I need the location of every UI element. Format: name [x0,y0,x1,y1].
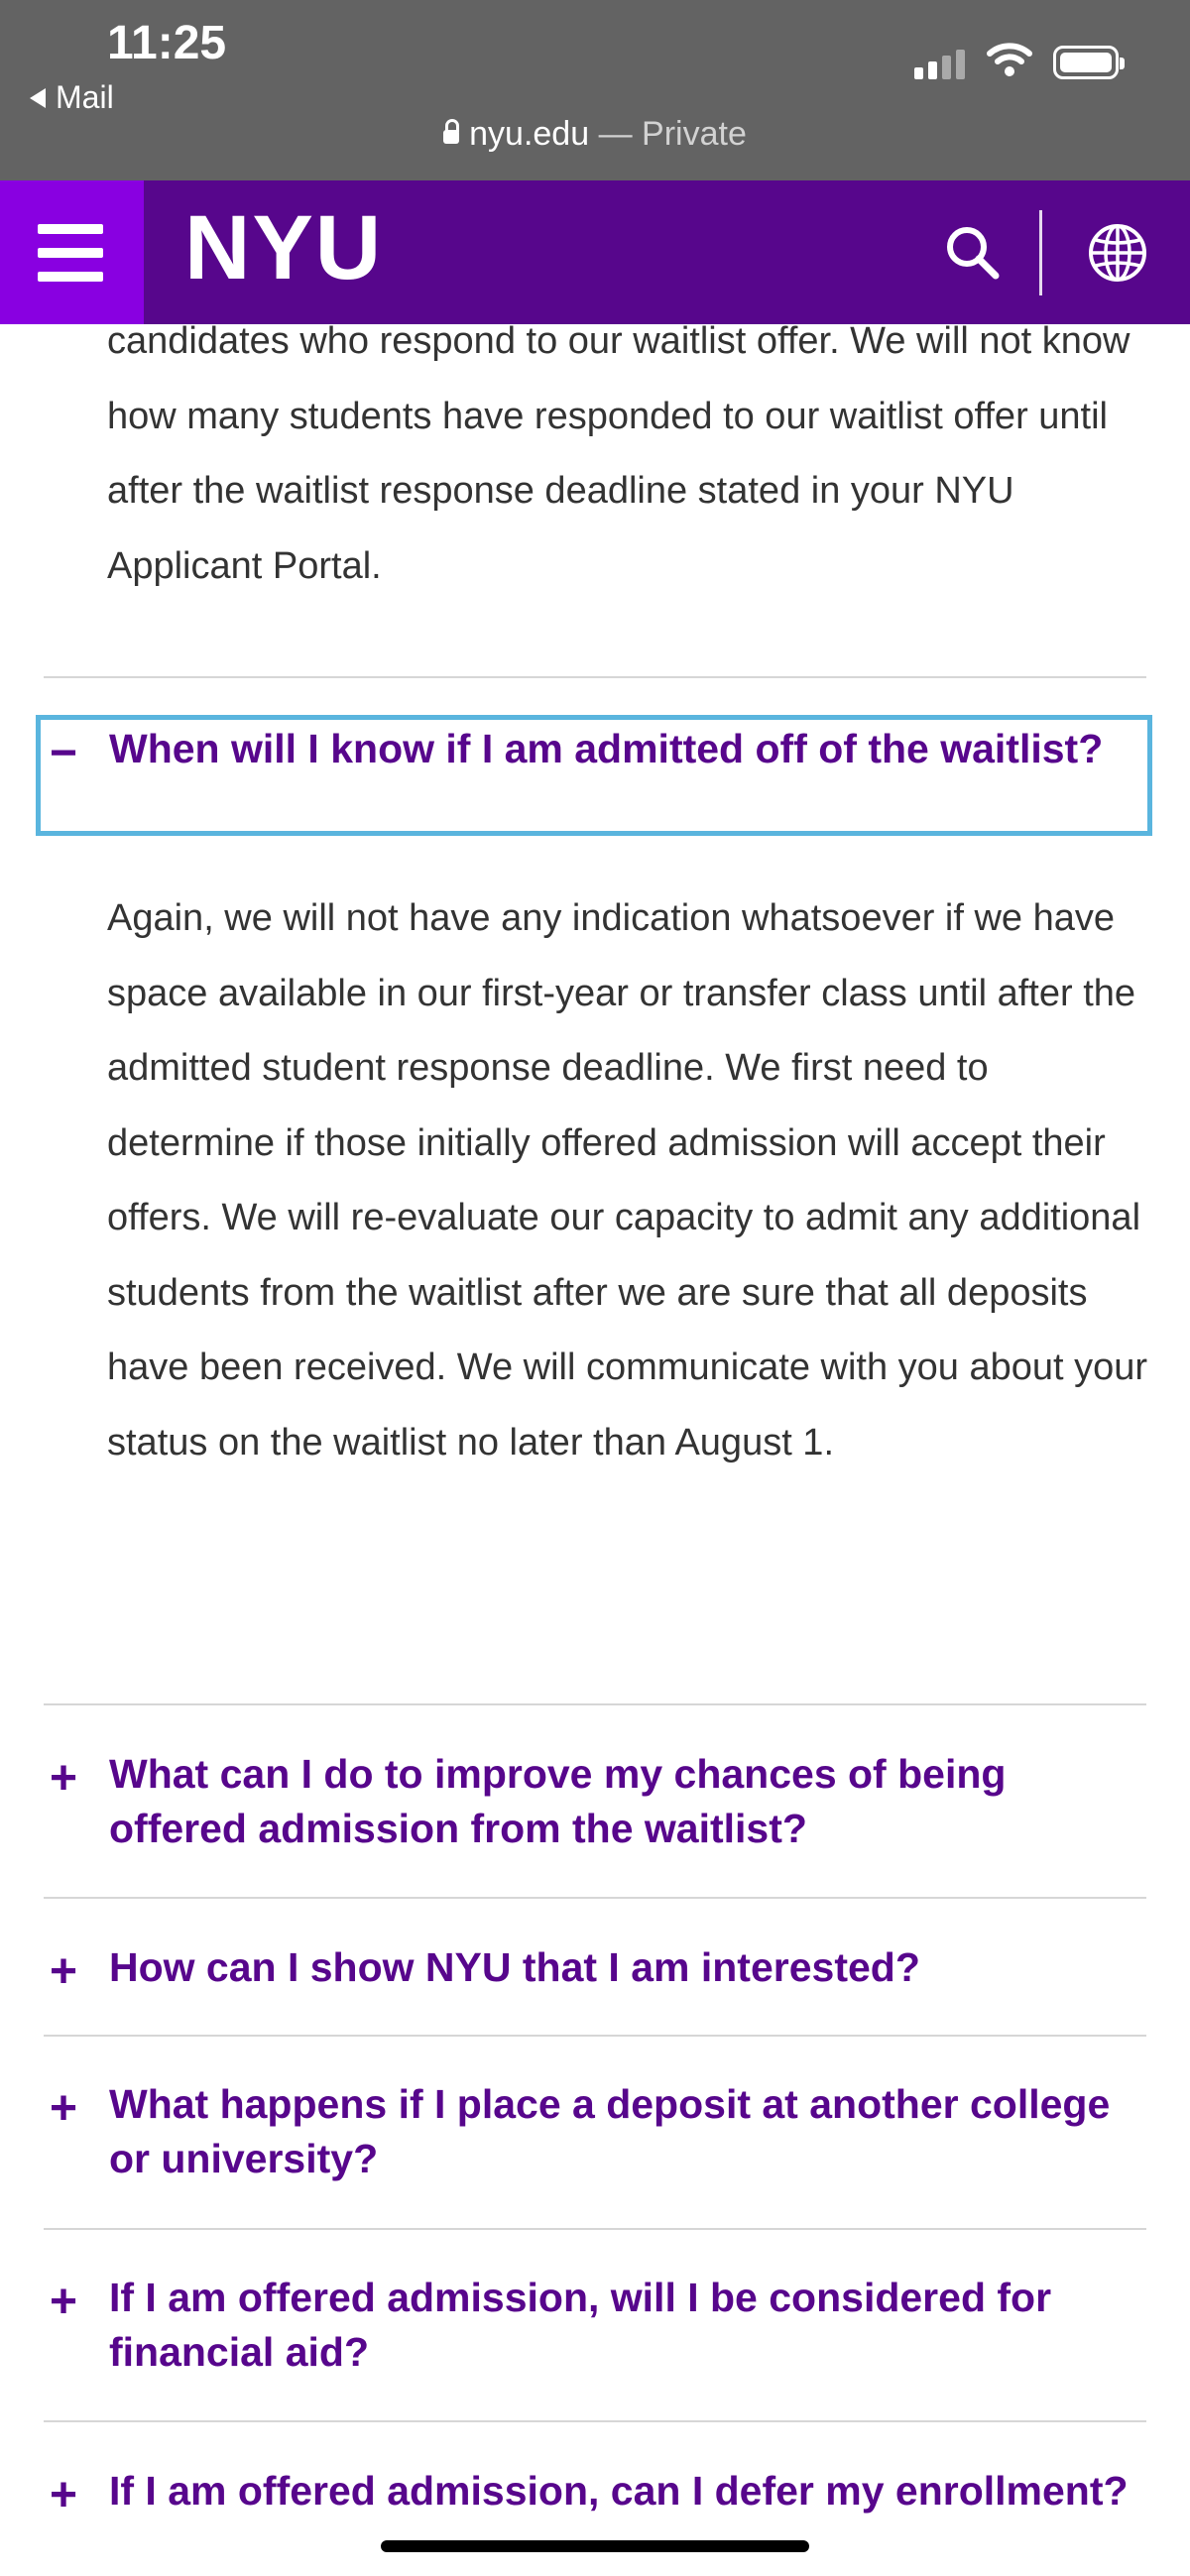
expand-icon: + [49,2469,78,2521]
hamburger-menu-icon[interactable] [0,180,144,324]
back-arrow-icon [30,88,46,108]
faq-divider [44,2420,1146,2422]
site-header [0,180,1190,324]
faq-divider [44,676,1146,678]
status-bar [0,0,1190,180]
clock: 11:25 [107,17,227,69]
expand-icon: + [49,2276,78,2328]
url-bar[interactable] [0,115,1190,154]
faq-answer: Again, we will not have any indication whatsoever if we have space available in our first-year or transfer class until after the admitted student response deadline. We first need to determine if those initially offered admission will accept their offers. We will re-evaluate our capacity to admit any additional students from the waitlist after we are sure that all deposits have been received. We will communicate with you about your status on the waitlist no later than August 1. [107,897,1148,1464]
faq-question-text: When will I know if I am admitted off of the waitlist? [109,726,1104,771]
faq-divider [44,2228,1146,2230]
expand-icon: + [49,1945,78,1998]
back-to-mail-link[interactable] [30,79,114,116]
nyu-logo[interactable]: NYU [184,197,384,298]
globe-icon[interactable] [1087,222,1148,284]
signal-icon [914,50,965,79]
search-icon[interactable] [942,222,1002,282]
header-divider [1039,210,1042,295]
faq-question-text: If I am offered admission, will I be considered for financial aid? [109,2275,1052,2375]
url-private-label: Private [642,115,747,153]
faq-question-text: What happens if I place a deposit at another college or university? [109,2081,1111,2181]
home-indicator[interactable] [381,2540,809,2552]
lock-icon [443,130,459,144]
url-domain: nyu.edu [469,115,590,153]
faq-question-text: If I am offered admission, can I defer my enrollment? [109,2468,1129,2514]
battery-icon [1053,46,1119,79]
expand-icon: + [49,1752,78,1805]
wifi-icon [986,40,1033,79]
intro-paragraph: candidates who respond to our waitlist offer. We will not know how many students have responded to our waitlist offer until after the waitlist response deadline stated in your NYU Applicant Portal. [107,320,1130,587]
faq-divider [44,1897,1146,1899]
faq-divider [44,1703,1146,1705]
back-label: Mail [56,79,114,115]
url-separator: — [589,115,643,153]
faq-question-text: How can I show NYU that I am interested? [109,1944,920,1990]
collapse-icon: − [49,727,78,779]
expand-icon: + [49,2082,78,2135]
faq-divider [44,2035,1146,2037]
faq-question-text: What can I do to improve my chances of being offered admission from the waitlist? [109,1751,1007,1851]
